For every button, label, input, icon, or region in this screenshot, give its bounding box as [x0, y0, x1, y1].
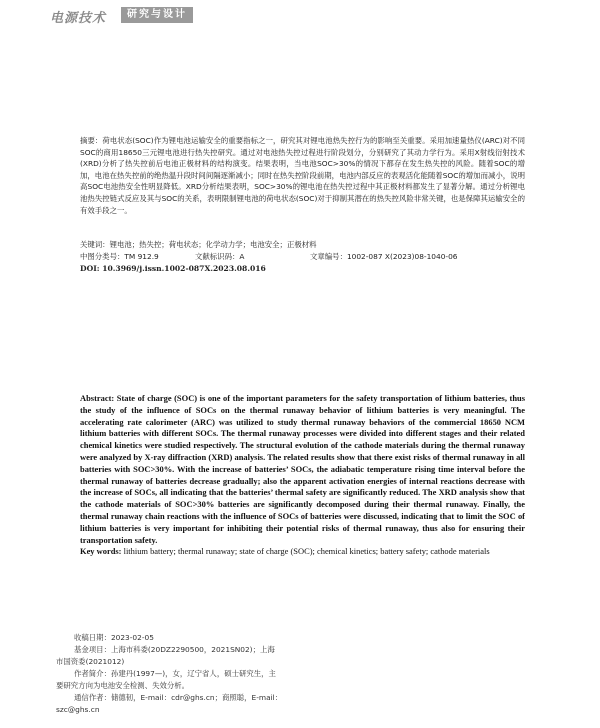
- received-date: 收稿日期：2023-02-05: [74, 633, 154, 642]
- author-line-1: 作者简介：孙建丹(1997—)，女，辽宁省人，硕士研究生，主: [74, 669, 276, 678]
- english-abstract: [80, 393, 525, 558]
- footnotes: [56, 632, 306, 716]
- page-header: [0, 0, 600, 36]
- chinese-keywords: 关键词：锂电池；热失控；荷电状态；化学动力学；电池安全；正极材料: [80, 240, 317, 249]
- corresponding-line-2: szc@ghs.cn: [56, 705, 100, 714]
- author-line-2: 要研究方向为电池安全检测、失效分析。: [56, 681, 190, 690]
- english-keywords-paragraph: [80, 546, 525, 558]
- column-tag: 研究与设计: [121, 7, 193, 23]
- english-abstract-text: State of charge (SOC) is one of the important parameters for the safety transportation of lithium batteries, thus the study of the influence of SOCs on the thermal runaway behavior of lithium batteries is very meaningful. The accelerating rate calorimeter (ARC) was utilized to study thermal runaway behaviors of the commercial 18650 NCM lithium batteries with different SOCs. The thermal runaway processes were divided into different stages and their related chemical kinetics were studied respectively. The structural evolution of the cathode materials during the thermal runaway were analyzed by X-ray diffraction (XRD) analysis. The related results show that there exist risks of thermal runaway in all batteries with SOC>30%. With the increase of batteries’ SOCs, the adiabatic temperature rising time interval before the thermal runaway of batteries decrease gradually; also the apparent activation energies of internal reactions decrease with the increase of SOCs, all indicating that the batteries’ thermal safety are significantly reduced. The XRD analysis show that the cathode materials of SOC>30% batteries are significantly decomposed during their thermal runaway. Finally, the thermal runaway chain reactions with the influence of SOCs of batteries were discussed, indicating that to limit the SOC of lithium batteries is very important for inhibiting their potential risks of thermal runaway, thus also for ensuring their transportation safety.: [80, 393, 525, 545]
- journal-name: 电源技术: [50, 11, 107, 26]
- document-code: 文献标识码：A: [195, 252, 245, 261]
- clc-number: 中图分类号：TM 912.9: [80, 252, 159, 261]
- article-number: 文章编号：1002-087 X(2023)08-1040-06: [310, 252, 458, 261]
- classification-row: [80, 251, 525, 263]
- chinese-abstract-text: 摘要：荷电状态(SOC)作为锂电池运输安全的重要指标之一，研究其对锂电池热失控行为的影响至关重要。采用加速量热仪(ARC)对不同SOC的商用18650三元锂电池进行热失控研究。通过对电池热失控过程进行阶段划分，分别研究了其动力学行为。采用X射线衍射技术(XRD)分析了热失控前后电池正极材料的结构演变。结果表明，当电池SOC>30%的情况下都存在发生热失控的风险。随着SOC的增加，电池在热失控前的绝热温升段时间间隔逐渐减小；同时在热失控阶段前期，电池内部反应的表观活化能随着SOC的增加而减小，说明高SOC电池热安全性明显降低。XRD分析结果表明，SOC>30%的锂电池在热失控过程中其正极材料都发生了显著分解。通过分析锂电池热失控链式反应及其与SOC的关系，表明限制锂电池的荷电状态(SOC)对于抑制其潜在的热失控风险非常关键，也是保障其运输安全的有效手段之一。: [80, 136, 525, 215]
- corresponding-line-1: 通信作者：储德韧，E-mail：cdr@ghs.cn；商照聪，E-mail：: [74, 693, 283, 702]
- chinese-abstract: [80, 135, 525, 216]
- english-keywords-text: lithium battery; thermal runaway; state of charge (SOC); chemical kinetics; battery safety; cathode materials: [123, 546, 490, 557]
- funding-line-1: 基金项目：上海市科委(20DZ2290500，2021SN02)；上海: [74, 645, 275, 654]
- funding-line-2: 市国资委(2021012): [56, 657, 125, 666]
- abstract-label: Abstract:: [80, 393, 115, 403]
- keywords-label: Key words:: [80, 546, 122, 557]
- doi: DOI: 10.3969/j.issn.1002-087X.2023.08.016: [80, 264, 266, 273]
- english-abstract-paragraph: [80, 393, 525, 546]
